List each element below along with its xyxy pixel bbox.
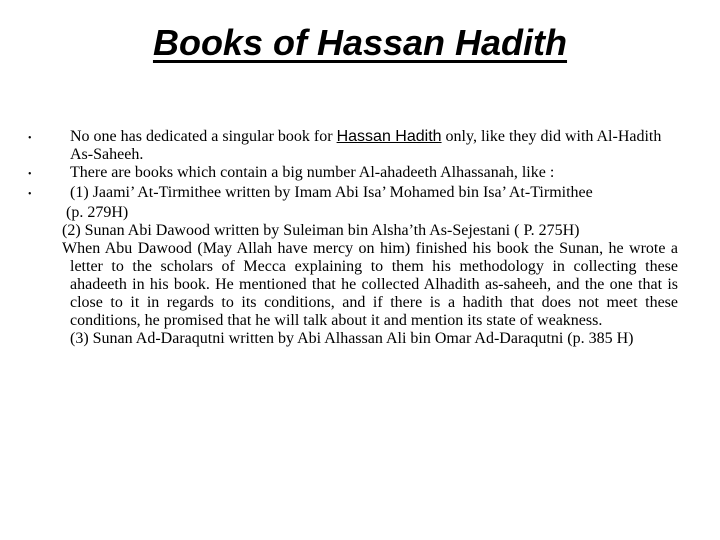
bullet-text	[70, 128, 678, 164]
content-body	[28, 128, 678, 348]
abu-dawood-paragraph	[28, 240, 678, 330]
bullet-text: There are books which contain a big number Al-ahadeeth Alhassanah, like :	[70, 164, 555, 181]
year-line: (p. 279H)	[66, 204, 129, 221]
bullet-item	[28, 128, 678, 164]
bullet-text-part: No one has dedicated a singular book for	[70, 128, 337, 145]
book-line-3: (3) Sunan Ad-Daraqutni written by Abi Alhassan Ali bin Omar Ad-Daraqutni (p. 385 H)	[70, 330, 634, 347]
bullet-icon: •	[28, 169, 32, 180]
paragraph-text: When Abu Dawood (May Allah have mercy on him) finished his book the Sunan, he wrote a letter to the scholars of Mecca explaining to them his methodology in collecting these ahadeeth in his book. He mentioned that he collected Alhadith as-saheeh, and the one that is close to it in regards to its conditions, and if there is a hadith that does not meet these conditions, he promised that he will talk about it and mention its state of weakness.	[62, 240, 678, 329]
bullet-item	[28, 184, 678, 204]
bullet-text-part: only, like they did with Al-Hadith As-Saheeh.	[70, 128, 662, 163]
bullet-icon: •	[28, 133, 32, 144]
book-line-2: (2) Sunan Abi Dawood written by Suleiman bin Alsha’th As-Sejestani ( P. 275H)	[62, 222, 580, 239]
bullet-text: (1) Jaami’ At-Tirmithee written by Imam Abi Isa’ Mohamed bin Isa’ At-Tirmithee	[70, 184, 593, 201]
page-title: Books of Hassan Hadith	[152, 22, 568, 63]
bullet-icon: •	[28, 189, 32, 200]
bullet-item	[28, 164, 678, 184]
emphasis-text: Hassan Hadith	[336, 128, 442, 145]
